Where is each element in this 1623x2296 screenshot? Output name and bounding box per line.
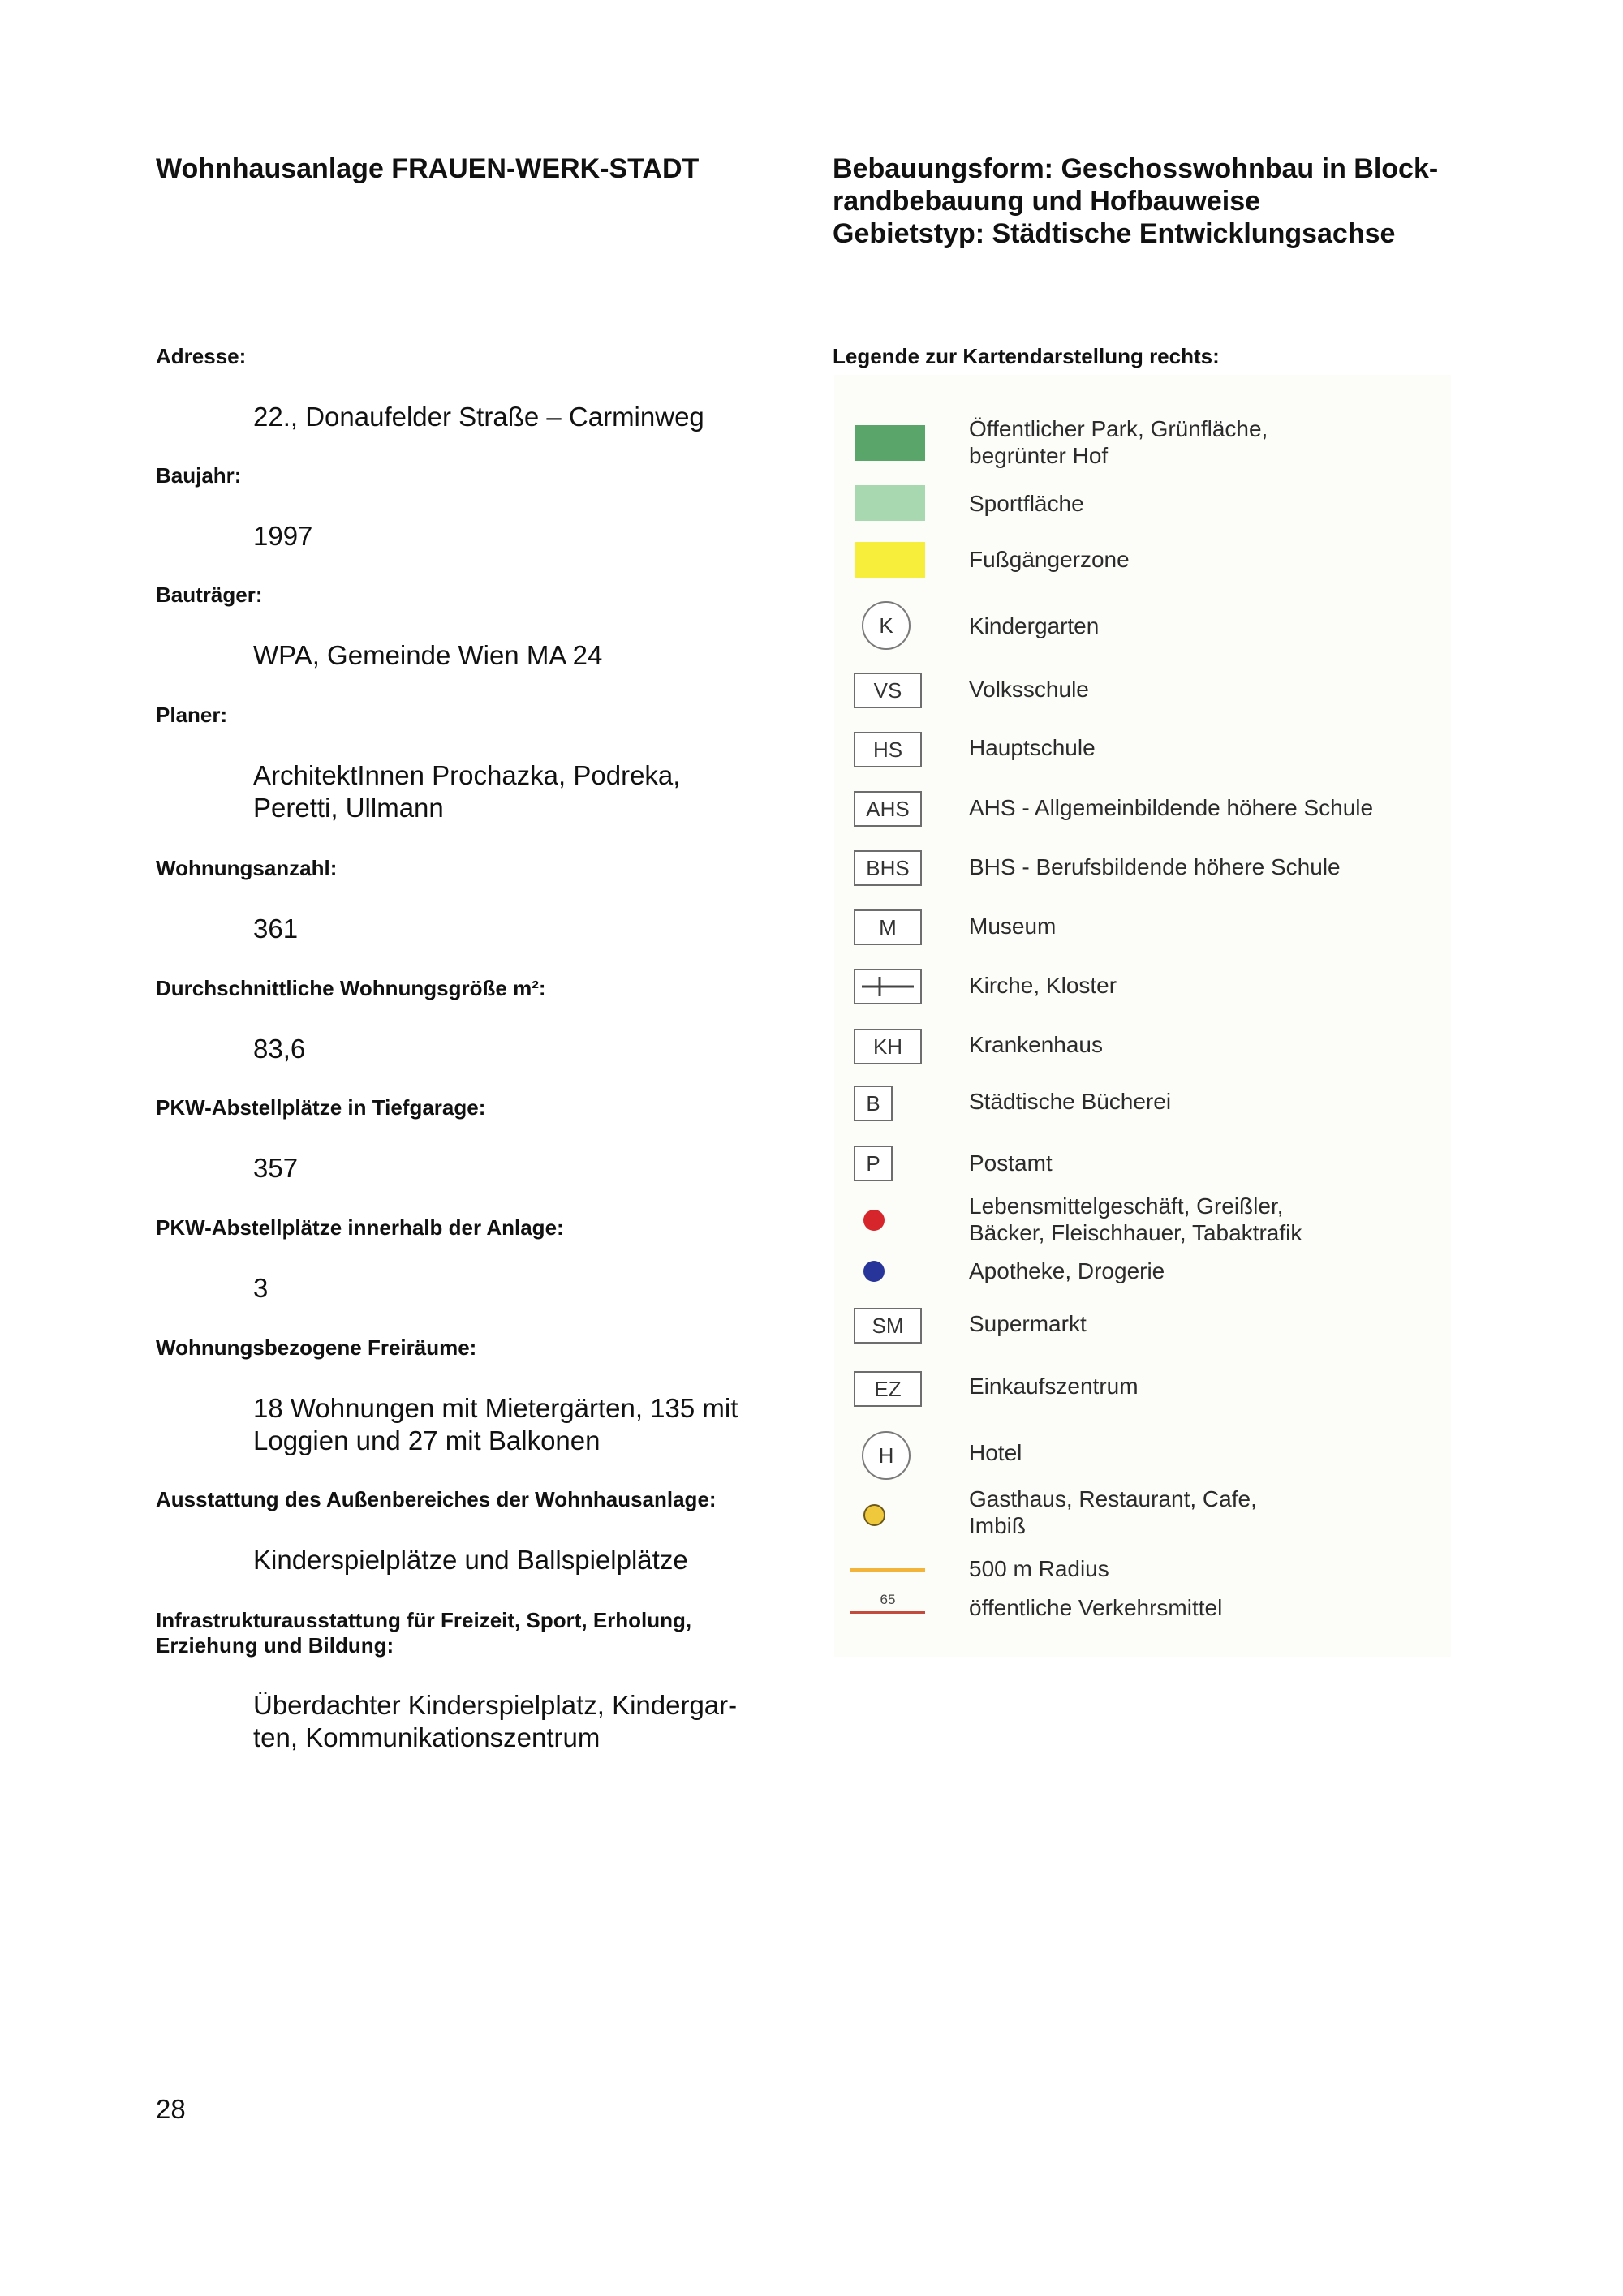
field-label-infrastructure — [156, 1608, 773, 1658]
field-value-planner — [253, 759, 773, 824]
field-value-year: 1997 — [253, 521, 313, 551]
hospital-box-icon: KH — [854, 1029, 922, 1064]
page-number: 28 — [156, 2094, 186, 2124]
field-value-developer: WPA, Gemeinde Wien MA 24 — [253, 640, 603, 670]
legend-label-sports: Sportfläche — [969, 491, 1084, 516]
building-type-line-1: Bebauungsform: Geschosswohnbau in Block- — [833, 153, 1439, 184]
planner-line-1: ArchitektInnen Prochazka, Podreka, — [253, 760, 681, 790]
building-type-line-2: randbebauung und Hofbauweise — [833, 186, 1261, 217]
field-label-garage-parking: PKW-Abstellplätze in Tiefgarage: — [156, 1095, 486, 1120]
legend-label-grocery — [969, 1193, 1440, 1246]
legend-label-secondary: Hauptschule — [969, 735, 1096, 760]
field-label-unit-count: Wohnungsanzahl: — [156, 856, 338, 880]
building-type-heading — [833, 153, 1547, 250]
legend-label-restaurant-line-2: Imbiß — [969, 1513, 1026, 1538]
library-box-icon: B — [854, 1086, 893, 1121]
legend-label-museum: Museum — [969, 914, 1057, 939]
transit-line-icon — [850, 1592, 925, 1616]
field-label-outdoor-facilities: Ausstattung des Außenbereiches der Wohnhausanlage: — [156, 1487, 717, 1511]
bhs-school-box-icon: BHS — [854, 850, 922, 886]
restaurant-yellow-dot-icon — [863, 1504, 885, 1526]
legend-label-radius: 500 m Radius — [969, 1556, 1109, 1581]
supermarket-box-icon: SM — [854, 1308, 922, 1344]
infrastructure-line-1: Überdachter Kinderspielplatz, Kindergar- — [253, 1690, 738, 1720]
ahs-school-box-icon: AHS — [854, 791, 922, 827]
infrastructure-label-line-2: Erziehung und Bildung: — [156, 1633, 394, 1658]
sports-area-swatch-icon — [855, 485, 925, 521]
legend-label-library: Städtische Bücherei — [969, 1089, 1172, 1114]
field-value-open-spaces — [253, 1392, 773, 1457]
field-value-avg-size: 83,6 — [253, 1034, 306, 1064]
legend-label-park — [969, 415, 1440, 469]
pharmacy-blue-dot-icon — [863, 1261, 885, 1282]
pedestrian-zone-swatch-icon — [855, 542, 925, 578]
field-value-site-parking: 3 — [253, 1273, 269, 1303]
field-label-open-spaces: Wohnungsbezogene Freiräume: — [156, 1335, 477, 1360]
field-label-site-parking: PKW-Abstellplätze innerhalb der Anlage: — [156, 1215, 564, 1240]
church-cross-glyph-icon — [855, 970, 920, 1003]
infrastructure-label-line-1: Infrastrukturausstattung für Freizeit, Sport, Erholung, — [156, 1608, 692, 1632]
park-swatch-icon — [855, 425, 925, 461]
legend-label-pedestrian: Fußgängerzone — [969, 547, 1130, 572]
grocery-red-dot-icon — [863, 1210, 885, 1231]
legend-label-shopping-centre: Einkaufszentrum — [969, 1374, 1139, 1399]
document-title: Wohnhausanlage FRAUEN-WERK-STADT — [156, 153, 700, 184]
planner-line-2: Peretti, Ullmann — [253, 793, 444, 823]
legend-label-grocery-line-1: Lebensmittelgeschäft, Greißler, — [969, 1193, 1284, 1219]
radius-line-icon — [850, 1568, 925, 1572]
transit-line-number: 65 — [880, 1592, 896, 1607]
legend-label-transit: öffentliche Verkehrsmittel — [969, 1595, 1223, 1620]
open-spaces-line-2: Loggien und 27 mit Balkonen — [253, 1425, 601, 1455]
shopping-centre-box-icon: EZ — [854, 1371, 922, 1407]
legend-label-supermarket: Supermarkt — [969, 1311, 1087, 1336]
legend-label-elementary: Volksschule — [969, 677, 1089, 702]
field-label-avg-size: Durchschnittliche Wohnungsgröße m²: — [156, 976, 546, 1000]
legend-label-restaurant-line-1: Gasthaus, Restaurant, Cafe, — [969, 1486, 1257, 1511]
legend-label-park-line-2: begrünter Hof — [969, 443, 1109, 468]
museum-box-icon: M — [854, 909, 922, 945]
field-label-address: Adresse: — [156, 344, 247, 368]
legend-label-grocery-line-2: Bäcker, Fleischhauer, Tabaktrafik — [969, 1220, 1302, 1245]
field-value-address: 22., Donaufelder Straße – Carminweg — [253, 402, 704, 432]
legend-label-ahs: AHS - Allgemeinbildende höhere Schule — [969, 795, 1374, 820]
kindergarten-circle-icon: K — [862, 601, 911, 650]
infrastructure-line-2: ten, Kommunikationszentrum — [253, 1722, 601, 1752]
legend-label-church: Kirche, Kloster — [969, 973, 1117, 998]
legend-label-hospital: Krankenhaus — [969, 1032, 1104, 1057]
legend-label-post-office: Postamt — [969, 1150, 1053, 1176]
field-label-year: Baujahr: — [156, 463, 242, 488]
legend-label-hotel: Hotel — [969, 1440, 1022, 1465]
post-office-box-icon: P — [854, 1146, 893, 1181]
legend-label-bhs: BHS - Berufsbildende höhere Schule — [969, 854, 1341, 879]
area-type-line: Gebietstyp: Städtische Entwicklungsachse — [833, 218, 1396, 249]
legend-label-pharmacy: Apotheke, Drogerie — [969, 1258, 1165, 1283]
church-cross-icon — [854, 969, 922, 1004]
field-value-unit-count: 361 — [253, 914, 299, 944]
open-spaces-line-1: 18 Wohnungen mit Mietergärten, 135 mit — [253, 1393, 738, 1423]
secondary-school-box-icon: HS — [854, 732, 922, 767]
legend-label-park-line-1: Öffentlicher Park, Grünfläche, — [969, 416, 1268, 441]
field-value-infrastructure — [253, 1689, 773, 1754]
field-value-outdoor-facilities: Kinderspielplätze und Ballspielplätze — [253, 1545, 688, 1575]
elementary-school-box-icon: VS — [854, 673, 922, 708]
field-value-garage-parking: 357 — [253, 1153, 299, 1183]
field-label-developer: Bauträger: — [156, 583, 263, 607]
legend-label-kindergarten: Kindergarten — [969, 613, 1100, 638]
field-label-planner: Planer: — [156, 703, 228, 727]
legend-label-restaurant — [969, 1486, 1440, 1539]
legend-title: Legende zur Kartendarstellung rechts: — [833, 344, 1220, 368]
hotel-circle-icon: H — [862, 1431, 911, 1480]
transit-red-line — [850, 1611, 925, 1614]
